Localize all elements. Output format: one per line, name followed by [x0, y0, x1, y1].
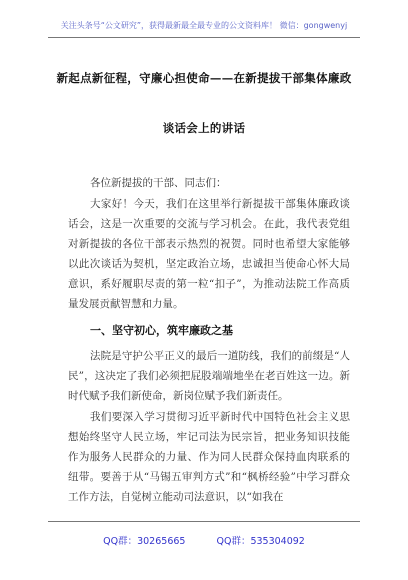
- paragraph-intro: 大家好！今天，我们在这里举行新提拔干部集体廉政谈话会，这是一次重要的交流与学习机会。在此，我代表党组对新提拔的各位干部表示热烈的祝贺。同时也希望大家能够以此次谈话为契机，坚定政治立场，忠诚担当使命心怀大局意识，系好履职尽责的第一粒“扣子”，为推动法院工作高质量发展贡献智慧和力量。: [68, 198, 350, 310]
- page-footer: [0, 533, 408, 547]
- document-title-line2: 谈话会上的讲话: [162, 121, 246, 135]
- salutation: 各位新提拔的干部、同志们：: [90, 177, 227, 189]
- footer-qq-group-1: QQ群：30265665: [103, 536, 186, 547]
- page-header: 关注头条号“公文研究”，获得最新最全最专业的公文资料库！ 微信：gongwenyj: [60, 21, 348, 30]
- header-divider: [48, 37, 360, 38]
- section-heading-1: 一、坚守初心，筑牢廉政之基: [90, 324, 233, 337]
- footer-qq-group-2: QQ群：535304092: [216, 536, 305, 547]
- document-title-line1: 新起点新征程，守廉心担使命——在新提拔干部集体廉政: [56, 71, 352, 85]
- footer-divider: [48, 521, 360, 522]
- paragraph-section1-a: 法院是守护公平正义的最后一道防线，我们的前缀是“人民”，这决定了我们必须把屁股端端地坐在老百姓这一边。新时代赋予我们新使命，新岗位赋予我们新责任。: [68, 350, 350, 402]
- paragraph-section1-b: 我们要深入学习贯彻习近平新时代中国特色社会主义思想始终坚守人民立场，牢记司法为民宗旨，把业务知识技能作为服务人民群众的力量、作为同人民群众保持血肉联系的纽带。要善于从“马锡五审判方式”和“枫桥经验”中学习群众工作方法，自觉树立能动司法意识，以“如我在: [68, 411, 350, 503]
